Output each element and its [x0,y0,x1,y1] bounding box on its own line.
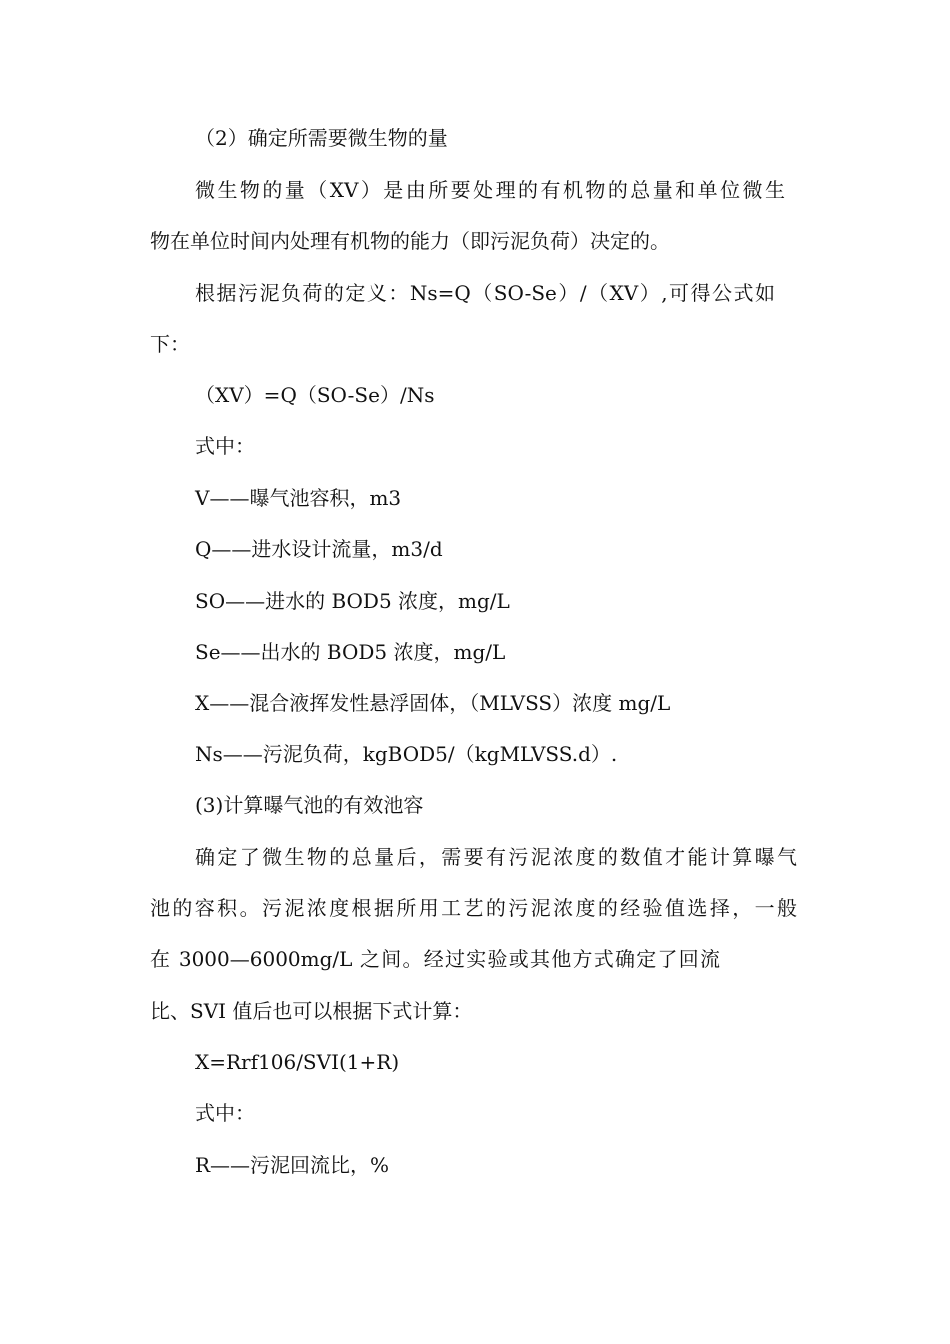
paragraph-line: 微生物的量（XV）是由所要处理的有机物的总量和单位微生 [195,178,785,202]
formula-legend-heading: 式中： [195,434,255,458]
definition-line: V——曝气池容积，m3 [195,486,402,510]
definition-line: Q——进水设计流量，m3/d [195,537,443,561]
definition-line: X——混合液挥发性悬浮固体，（MLVSS）浓度 mg/L [195,691,671,715]
paragraph-line: 根据污泥负荷的定义：Ns=Q（SO-Se）/（XV）,可得公式如 [195,281,775,305]
section-heading-3: (3)计算曝气池的有效池容 [195,793,424,817]
paragraph-line: 在 3000—6000mg/L 之间。经过实验或其他方式确定了回流 [150,947,720,971]
formula-legend-heading: 式中： [195,1101,255,1125]
definition-line: Ns——污泥负荷，kgBOD5/（kgMLVSS.d）. [195,742,618,766]
formula-line: X=Rrf106/SVI(1+R) [195,1050,400,1074]
paragraph-line: 下： [150,332,190,356]
definition-line: R——污泥回流比，% [195,1153,390,1177]
paragraph-line: 物在单位时间内处理有机物的能力（即污泥负荷）决定的。 [150,229,670,253]
definition-line: SO——进水的 BOD5 浓度，mg/L [195,589,510,613]
definition-line: Se——出水的 BOD5 浓度，mg/L [195,640,506,664]
paragraph-line: 比、SVI 值后也可以根据下式计算： [150,999,473,1023]
paragraph-line: 确定了微生物的总量后，需要有污泥浓度的数值才能计算曝气 [195,845,797,869]
formula-line: （XV）=Q（SO-Se）/Ns [195,383,435,407]
paragraph-line: 池的容积。污泥浓度根据所用工艺的污泥浓度的经验值选择，一般 [150,896,797,920]
section-heading-2: （2）确定所需要微生物的量 [195,126,448,150]
